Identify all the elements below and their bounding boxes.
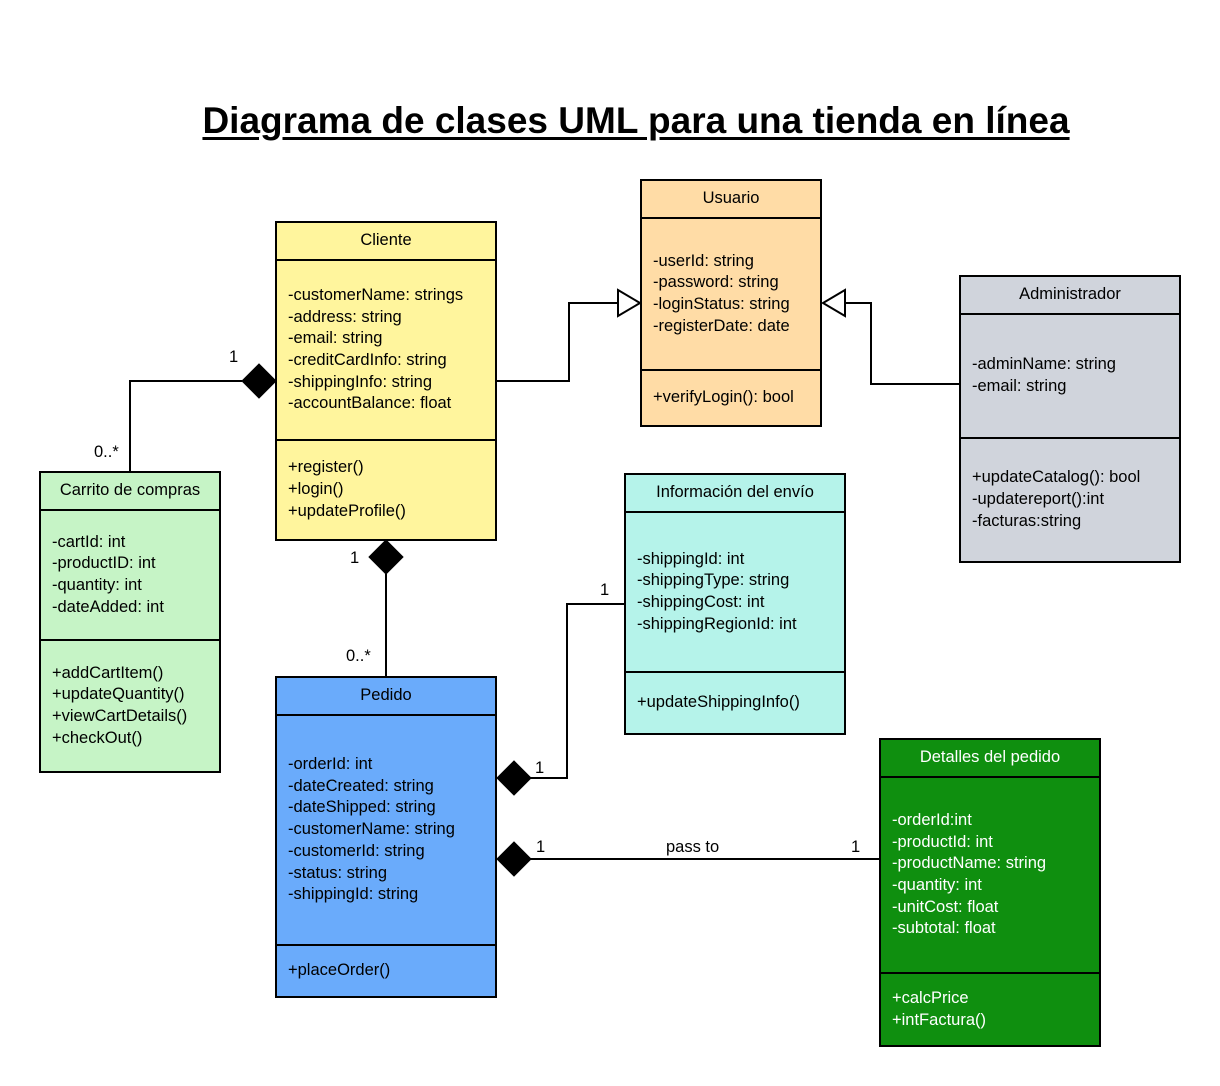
attribute: -subtotal: float bbox=[892, 919, 996, 938]
attribute: -shippingRegionId: int bbox=[637, 614, 797, 633]
operation: +checkOut() bbox=[52, 728, 143, 747]
attribute: -adminName: string bbox=[972, 355, 1116, 374]
attribute: -dateCreated: string bbox=[288, 776, 434, 795]
attribute: -customerId: string bbox=[288, 841, 425, 860]
class-usuario[interactable] bbox=[640, 179, 822, 427]
class-detalles-del-pedido[interactable] bbox=[879, 738, 1101, 1047]
attribute: -password: string bbox=[653, 273, 779, 292]
class-pedido[interactable] bbox=[275, 676, 497, 998]
attributes-compartment bbox=[961, 315, 1179, 439]
operation: +updateProfile() bbox=[288, 501, 406, 520]
attribute: -customerName: strings bbox=[288, 285, 464, 304]
class-name: Carrito de compras bbox=[41, 473, 219, 511]
attribute: -shippingId: string bbox=[288, 885, 419, 904]
operations-compartment bbox=[277, 441, 495, 539]
class-name: Información del envío bbox=[626, 475, 844, 513]
multiplicity-cliente-pedido-one: 1 bbox=[350, 549, 360, 567]
attribute: -creditCardInfo: string bbox=[288, 351, 447, 369]
composition-diamond-pedido-detalles bbox=[497, 842, 531, 876]
operations-compartment bbox=[881, 974, 1099, 1045]
class-carrito-de-compras[interactable] bbox=[39, 471, 221, 773]
attributes-compartment bbox=[277, 261, 495, 441]
operation: +register() bbox=[288, 458, 364, 477]
attribute: -productID: int bbox=[52, 554, 156, 573]
attribute: -email: string bbox=[972, 377, 1067, 395]
operation: +updateShippingInfo() bbox=[637, 693, 800, 712]
operation: +login() bbox=[288, 480, 344, 499]
operations-compartment bbox=[626, 673, 844, 733]
multiplicity-pedido-envio-side: 1 bbox=[535, 759, 545, 777]
operation: +viewCartDetails() bbox=[52, 707, 188, 725]
generalization-arrowhead-usuario-left bbox=[618, 290, 640, 316]
attributes-compartment bbox=[277, 716, 495, 946]
diagram-title: Diagrama de clases UML para una tienda en línea bbox=[202, 100, 1070, 141]
attribute: -cartId: int bbox=[52, 532, 126, 551]
multiplicity-pedido-detalles-side: 1 bbox=[536, 838, 546, 856]
multiplicity-cliente-carrito-many: 0..* bbox=[94, 443, 119, 461]
composition-diamond-cliente-pedido bbox=[369, 540, 403, 574]
operation: +intFactura() bbox=[892, 1010, 986, 1029]
attribute: -shippingInfo: string bbox=[288, 372, 432, 391]
operation: -updatereport():int bbox=[972, 490, 1105, 509]
attribute: -accountBalance: float bbox=[288, 394, 452, 413]
class-name: Pedido bbox=[277, 678, 495, 716]
attribute: -registerDate: date bbox=[653, 316, 790, 335]
attribute: -unitCost: float bbox=[892, 897, 999, 916]
attributes-compartment bbox=[642, 219, 820, 371]
class-name: Usuario bbox=[642, 181, 820, 219]
composition-line-pedido-envio bbox=[530, 604, 625, 778]
class-administrador[interactable] bbox=[959, 275, 1181, 563]
operation: +addCartItem() bbox=[52, 663, 164, 682]
operation: +verifyLogin(): bool bbox=[653, 388, 794, 407]
attribute: -productId: int bbox=[892, 832, 993, 851]
attribute: -dateShipped: string bbox=[288, 798, 436, 817]
composition-diamond-cliente-carrito bbox=[242, 364, 276, 398]
attribute: -orderId: int bbox=[288, 755, 373, 774]
attributes-compartment bbox=[881, 778, 1099, 974]
class-cliente[interactable] bbox=[275, 221, 497, 541]
attribute: -loginStatus: string bbox=[653, 295, 790, 313]
attributes-compartment bbox=[626, 513, 844, 673]
multiplicity-detalles-side: 1 bbox=[851, 838, 861, 856]
multiplicity-cliente-carrito-one: 1 bbox=[229, 348, 239, 366]
operations-compartment bbox=[961, 439, 1179, 561]
multiplicity-cliente-pedido-many: 0..* bbox=[346, 647, 371, 665]
operations-compartment bbox=[642, 371, 820, 425]
generalization-arrowhead-usuario-right bbox=[823, 290, 845, 316]
attribute: -shippingId: int bbox=[637, 549, 745, 568]
class-informacion-del-envio[interactable] bbox=[624, 473, 846, 735]
class-name: Cliente bbox=[277, 223, 495, 261]
attribute: -shippingType: string bbox=[637, 571, 790, 590]
attribute: -orderId:int bbox=[892, 810, 972, 829]
operation: +updateCatalog(): bool bbox=[972, 468, 1141, 487]
composition-line-cliente-carrito bbox=[130, 381, 242, 472]
class-name: Administrador bbox=[961, 277, 1179, 315]
attribute: -shippingCost: int bbox=[637, 593, 765, 611]
association-label-pass-to: pass to bbox=[666, 838, 720, 856]
operations-compartment bbox=[277, 946, 495, 996]
attribute: -address: string bbox=[288, 307, 402, 326]
attributes-compartment bbox=[41, 511, 219, 641]
operation: +updateQuantity() bbox=[52, 685, 185, 704]
attribute: -email: string bbox=[288, 329, 383, 348]
operation: +placeOrder() bbox=[288, 961, 391, 980]
multiplicity-envio-side: 1 bbox=[600, 581, 610, 599]
attribute: -dateAdded: int bbox=[52, 597, 164, 616]
generalization-line-admin-usuario bbox=[845, 303, 959, 384]
operations-compartment bbox=[41, 641, 219, 771]
attribute: -quantity: int bbox=[52, 576, 142, 594]
attribute: -productName: string bbox=[892, 854, 1047, 873]
attribute: -userId: string bbox=[653, 251, 754, 270]
class-name: Detalles del pedido bbox=[881, 740, 1099, 778]
attribute: -status: string bbox=[288, 863, 388, 882]
generalization-line-cliente-usuario bbox=[497, 303, 618, 381]
operation: +calcPrice bbox=[892, 988, 969, 1007]
composition-diamond-pedido-envio bbox=[497, 761, 531, 795]
attribute: -quantity: int bbox=[892, 876, 982, 894]
operation: -facturas:string bbox=[972, 511, 1082, 530]
attribute: -customerName: string bbox=[288, 820, 455, 839]
